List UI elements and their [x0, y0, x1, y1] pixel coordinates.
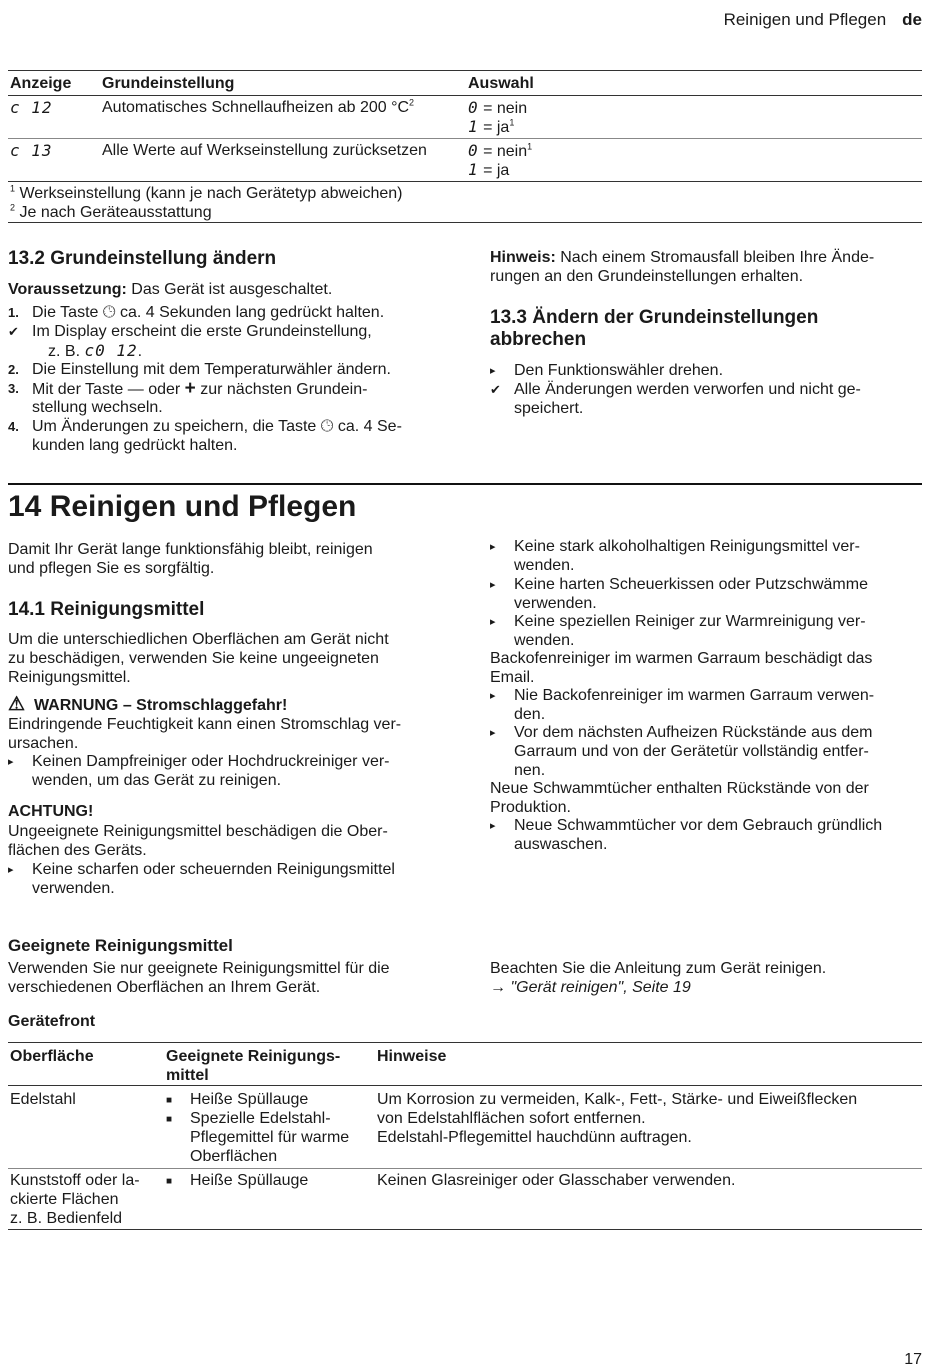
setting-description: Automatisches Schnellaufheizen ab 200 $^\circ C^2$: [102, 97, 415, 116]
bullet-turn-selector: ▸ Den Funktionswähler drehen.: [514, 361, 723, 380]
paragraph: Email.: [490, 669, 535, 686]
step-2: 2. Die Einstellung mit dem Temperaturwähler ändern.: [8, 361, 391, 378]
subsection-title: Geeignete Reinigungsmittel: [8, 936, 233, 955]
table-header-rule: [8, 1085, 922, 1086]
caution-bullet: ▸ Keine scharfen oder scheuernden Reinigungsmittel: [32, 860, 395, 879]
cell-notes: von Edelstahlflächen sofort entfernen.: [377, 1110, 646, 1127]
paragraph: Produktion.: [490, 799, 571, 816]
row-divider: [8, 138, 922, 139]
warning-bullet-cont: wenden, um das Gerät zu reinigen.: [32, 772, 282, 789]
bullet-cont: Garraum und von der Gerätetür vollständig entfer-: [514, 743, 869, 760]
bullet: ▸ Keine harten Scheuerkissen oder Putzschwämme: [514, 575, 868, 594]
chapter-intro-cont: und pflegen Sie es sorgfältig.: [8, 560, 215, 577]
col-header-notes: Hinweise: [377, 1048, 447, 1065]
bullet: ▸ Nie Backofenreiniger im warmen Garraum verwen-: [514, 686, 874, 705]
warning-text: ursachen.: [8, 735, 79, 752]
clock-icon: 🕒︎: [102, 304, 116, 321]
bullet-cont: auswaschen.: [514, 836, 608, 853]
option-yes: $1 = ja^1$: [468, 117, 515, 136]
header-title: Reinigen und Pflegen: [723, 10, 887, 29]
bullet-cont: wenden.: [514, 557, 575, 574]
cell-agent-item: ■ Heiße Spüllauge: [190, 1171, 308, 1190]
setting-description: Alle Werte auf Werkseinstellung zurücksetzen: [102, 142, 427, 159]
table-bottom-rule: [8, 1229, 922, 1230]
bullet: ▸ Vor dem nächsten Aufheizen Rückstände aus dem: [514, 723, 872, 742]
col-header-anzeige: Anzeige: [10, 75, 72, 92]
cell-notes: Edelstahl-Pflegemittel hauchdünn auftragen.: [377, 1129, 692, 1146]
cell-agent-item: ■ Heiße Spüllauge: [190, 1090, 308, 1109]
option-no: 0 = nein: [468, 98, 528, 117]
cell-agent-item: ■ Spezielle Edelstahl-: [190, 1109, 331, 1128]
step-4-cont: kunden lang gedrückt halten.: [32, 437, 238, 454]
col-header-agent-cont: mittel: [166, 1067, 209, 1084]
step-1-result-cont: z. B. c0 12.: [48, 341, 143, 360]
warning-bullet: ▸ Keinen Dampfreiniger oder Hochdruckreiniger ver-: [32, 752, 390, 771]
paragraph: verschiedenen Oberflächen an Ihrem Gerät.: [8, 979, 321, 996]
section-title-13-2: 13.2 Grundeinstellung ändern: [8, 248, 277, 269]
caution-heading: ACHTUNG!: [8, 803, 94, 820]
paragraph: Verwenden Sie nur geeignete Reinigungsmittel für die: [8, 960, 390, 977]
language-code: de: [902, 10, 922, 29]
cell-surface: Edelstahl: [10, 1091, 76, 1108]
warning-text: Eindringende Feuchtigkeit kann einen Stromschlag ver-: [8, 716, 402, 733]
section-title-13-3-cont: abbrechen: [490, 329, 587, 350]
step-3: 3. Mit der Taste — oder + zur nächsten Grundein-: [8, 378, 368, 399]
paragraph: Reinigungsmittel.: [8, 669, 131, 686]
display-code-c13: c 13: [10, 141, 53, 160]
caution-bullet-cont: verwenden.: [32, 880, 115, 897]
cell-surface: ckierte Flächen: [10, 1191, 119, 1208]
cell-agent-item-cont: Oberflächen: [190, 1148, 278, 1165]
col-header-surface: Oberfläche: [10, 1048, 94, 1065]
hint-note-cont: rungen an den Grundeinstellungen erhalten.: [490, 268, 804, 285]
step-4: 4. Um Änderungen zu speichern, die Taste 🕒︎ ca. 4 Se-: [8, 418, 402, 435]
table-top-rule: [8, 70, 922, 71]
bullet-cont: wenden.: [514, 632, 575, 649]
table-header-rule: [8, 95, 922, 96]
bullet-cont: den.: [514, 706, 546, 723]
cell-notes: Um Korrosion zu vermeiden, Kalk-, Fett-, Stärke- und Eiweißflecken: [377, 1091, 858, 1108]
cell-surface: Kunststoff oder la-: [10, 1172, 140, 1189]
bullet: ▸ Keine speziellen Reiniger zur Warmreinigung ver-: [514, 612, 866, 631]
warning-triangle-icon: ⚠︎: [8, 694, 26, 715]
option-no: 0 = nein$^1$: [468, 141, 533, 160]
table-top-rule: [8, 1042, 922, 1043]
clock-icon: 🕒︎: [320, 418, 334, 435]
step-1-result: ✔ Im Display erscheint die erste Grundeinstellung,: [32, 322, 372, 341]
option-yes: 1 = ja: [468, 160, 510, 179]
warning-heading: ⚠︎ WARNUNG – Stromschlaggefahr!: [8, 694, 288, 715]
step-1: 1. Die Taste 🕒︎ ca. 4 Sekunden lang gedrückt halten.: [8, 304, 385, 321]
footnote-2: $^2$ Je nach Geräteausstattung: [10, 202, 212, 221]
col-header-grundeinstellung: Grundeinstellung: [102, 75, 235, 92]
bullet-cont: verwenden.: [514, 595, 597, 612]
minus-icon: —: [127, 381, 144, 398]
cell-agent-item-cont: Pflegemittel für warme: [190, 1129, 350, 1146]
footnote-rule: [8, 181, 922, 182]
bullet: ▸ Keine stark alkoholhaltigen Reinigungsmittel ver-: [514, 537, 860, 556]
caution-text: Ungeeignete Reinigungsmittel beschädigen die Ober-: [8, 823, 388, 840]
cell-notes: Keinen Glasreiniger oder Glasschaber verwenden.: [377, 1172, 736, 1189]
paragraph: Neue Schwammtücher enthalten Rückstände von der: [490, 780, 869, 797]
section-title-13-3: 13.3 Ändern der Grundeinstellungen: [490, 307, 819, 328]
bullet-cont: nen.: [514, 762, 546, 779]
section-title-14-1: 14.1 Reinigungsmittel: [8, 599, 205, 620]
table-bottom-rule: [8, 222, 922, 223]
col-header-auswahl: Auswahl: [468, 75, 534, 92]
col-header-agent: Geeignete Reinigungs-: [166, 1048, 341, 1065]
footnote-1: $^1$ Werkseinstellung (kann je nach Gerätetyp abweichen): [10, 183, 403, 202]
chapter-intro: Damit Ihr Gerät lange funktionsfähig bleibt, reinigen: [8, 541, 373, 558]
paragraph: Um die unterschiedlichen Oberflächen am Gerät nicht: [8, 631, 389, 648]
result-cont: speichert.: [514, 400, 584, 417]
paragraph: Backofenreiniger im warmen Garraum beschädigt das: [490, 650, 873, 667]
bullet: ▸ Neue Schwammtücher vor dem Gebrauch gründlich: [514, 816, 882, 835]
paragraph: zu beschädigen, verwenden Sie keine ungeeigneten: [8, 650, 379, 667]
paragraph: Beachten Sie die Anleitung zum Gerät reinigen.: [490, 960, 827, 977]
subheading-geraetefront: Gerätefront: [8, 1013, 96, 1030]
row-divider: [8, 1168, 922, 1169]
plus-icon: +: [184, 378, 196, 399]
step-3-cont: stellung wechseln.: [32, 399, 163, 416]
cross-reference-link[interactable]: → "Gerät reinigen", Seite 19: [490, 979, 691, 996]
prerequisite: Voraussetzung: Das Gerät ist ausgeschaltet.: [8, 281, 333, 298]
running-header: [724, 10, 922, 30]
display-code-c12: c 12: [10, 98, 53, 117]
chapter-rule: [8, 483, 922, 485]
caution-text: flächen des Geräts.: [8, 842, 147, 859]
hint-note: Hinweis: Nach einem Stromausfall bleiben Ihre Ände-: [490, 249, 875, 266]
cell-surface: z. B. Bedienfeld: [10, 1210, 123, 1227]
result-changes-discarded: ✔ Alle Änderungen werden verworfen und nicht ge-: [514, 380, 861, 399]
chapter-title: 14 Reinigen und Pflegen: [8, 490, 357, 523]
page-number: 17: [904, 1351, 922, 1368]
